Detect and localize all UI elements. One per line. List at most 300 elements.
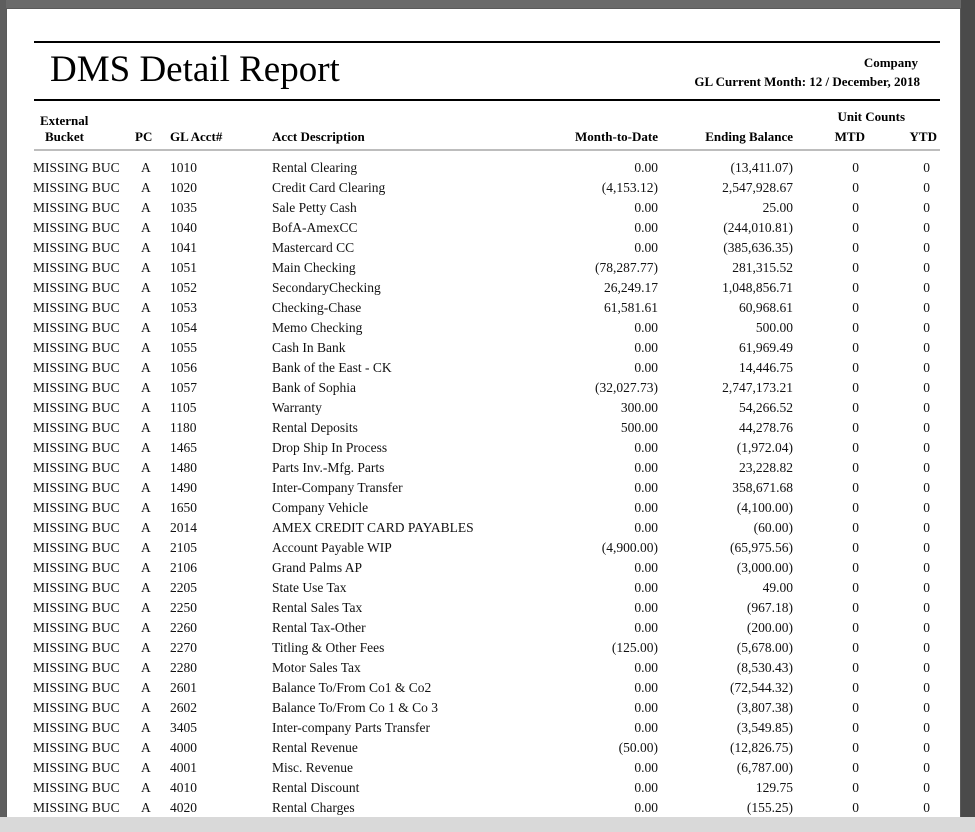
cell-gl-acct: 2260 bbox=[170, 620, 197, 635]
cell-month-to-date: (125.00) bbox=[611, 640, 658, 655]
cell-ending-balance: 61,969.49 bbox=[739, 340, 793, 355]
viewer-frame-right bbox=[961, 0, 975, 832]
cell-unit-mtd: 0 bbox=[852, 600, 859, 615]
cell-bucket: MISSING BUC bbox=[33, 580, 120, 595]
cell-ending-balance: (4,100.00) bbox=[736, 500, 793, 515]
cell-acct-description: Rental Deposits bbox=[272, 420, 358, 435]
cell-gl-acct: 4010 bbox=[170, 780, 197, 795]
col-header-pc: PC bbox=[135, 129, 153, 144]
cell-month-to-date: (32,027.73) bbox=[595, 380, 658, 395]
cell-acct-description: Misc. Revenue bbox=[272, 760, 353, 775]
cell-unit-ytd: 0 bbox=[923, 200, 930, 215]
cell-month-to-date: 0.00 bbox=[634, 560, 658, 575]
table-row bbox=[7, 178, 960, 198]
cell-unit-mtd: 0 bbox=[852, 660, 859, 675]
cell-bucket: MISSING BUC bbox=[33, 520, 120, 535]
cell-ending-balance: 2,747,173.21 bbox=[722, 380, 793, 395]
cell-unit-mtd: 0 bbox=[852, 160, 859, 175]
table-row bbox=[7, 338, 960, 358]
cell-gl-acct: 4001 bbox=[170, 760, 197, 775]
cell-bucket: MISSING BUC bbox=[33, 360, 120, 375]
table-row bbox=[7, 778, 960, 798]
cell-unit-ytd: 0 bbox=[923, 580, 930, 595]
table-row bbox=[7, 298, 960, 318]
cell-unit-mtd: 0 bbox=[852, 220, 859, 235]
cell-unit-ytd: 0 bbox=[923, 680, 930, 695]
cell-ending-balance: (244,010.81) bbox=[723, 220, 793, 235]
cell-acct-description: Account Payable WIP bbox=[272, 540, 392, 555]
cell-gl-acct: 2105 bbox=[170, 540, 197, 555]
cell-unit-mtd: 0 bbox=[852, 240, 859, 255]
cell-ending-balance: (1,972.04) bbox=[736, 440, 793, 455]
cell-unit-ytd: 0 bbox=[923, 400, 930, 415]
cell-ending-balance: 44,278.76 bbox=[739, 420, 793, 435]
table-row bbox=[7, 438, 960, 458]
cell-month-to-date: 0.00 bbox=[634, 600, 658, 615]
cell-bucket: MISSING BUC bbox=[33, 740, 120, 755]
col-header-ending-balance: Ending Balance bbox=[705, 129, 793, 144]
cell-ending-balance: (967.18) bbox=[746, 600, 793, 615]
cell-ending-balance: (60.00) bbox=[753, 520, 793, 535]
cell-month-to-date: 0.00 bbox=[634, 160, 658, 175]
cell-month-to-date: 300.00 bbox=[620, 400, 658, 415]
cell-gl-acct: 1040 bbox=[170, 220, 197, 235]
viewer-frame-left bbox=[0, 0, 6, 832]
cell-pc: A bbox=[141, 500, 151, 515]
cell-month-to-date: 0.00 bbox=[634, 480, 658, 495]
cell-gl-acct: 1035 bbox=[170, 200, 197, 215]
cell-pc: A bbox=[141, 360, 151, 375]
cell-unit-ytd: 0 bbox=[923, 360, 930, 375]
cell-gl-acct: 4000 bbox=[170, 740, 197, 755]
cell-month-to-date: 0.00 bbox=[634, 680, 658, 695]
cell-acct-description: Rental Discount bbox=[272, 780, 360, 795]
cell-gl-acct: 2014 bbox=[170, 520, 197, 535]
cell-unit-mtd: 0 bbox=[852, 280, 859, 295]
cell-ending-balance: (385,636.35) bbox=[723, 240, 793, 255]
cell-acct-description: Rental Tax-Other bbox=[272, 620, 366, 635]
cell-acct-description: BofA-AmexCC bbox=[272, 220, 358, 235]
cell-bucket: MISSING BUC bbox=[33, 700, 120, 715]
cell-month-to-date: 0.00 bbox=[634, 800, 658, 815]
cell-month-to-date: 0.00 bbox=[634, 340, 658, 355]
cell-pc: A bbox=[141, 620, 151, 635]
cell-unit-mtd: 0 bbox=[852, 760, 859, 775]
cell-unit-ytd: 0 bbox=[923, 740, 930, 755]
cell-bucket: MISSING BUC bbox=[33, 800, 120, 815]
cell-acct-description: SecondaryChecking bbox=[272, 280, 381, 295]
cell-acct-description: Balance To/From Co1 & Co2 bbox=[272, 680, 432, 695]
viewer-status-strip bbox=[0, 817, 975, 832]
cell-acct-description: Titling & Other Fees bbox=[272, 640, 385, 655]
cell-pc: A bbox=[141, 680, 151, 695]
cell-month-to-date: 0.00 bbox=[634, 780, 658, 795]
cell-pc: A bbox=[141, 520, 151, 535]
cell-gl-acct: 2601 bbox=[170, 680, 197, 695]
cell-unit-ytd: 0 bbox=[923, 280, 930, 295]
cell-pc: A bbox=[141, 540, 151, 555]
cell-ending-balance: 281,315.52 bbox=[732, 260, 793, 275]
cell-acct-description: Warranty bbox=[272, 400, 322, 415]
col-header-external: External bbox=[40, 113, 89, 128]
cell-unit-mtd: 0 bbox=[852, 580, 859, 595]
cell-gl-acct: 1056 bbox=[170, 360, 197, 375]
cell-pc: A bbox=[141, 280, 151, 295]
cell-acct-description: Grand Palms AP bbox=[272, 560, 363, 575]
cell-acct-description: Motor Sales Tax bbox=[272, 660, 361, 675]
cell-unit-ytd: 0 bbox=[923, 500, 930, 515]
cell-unit-ytd: 0 bbox=[923, 240, 930, 255]
cell-unit-mtd: 0 bbox=[852, 500, 859, 515]
cell-ending-balance: (3,807.38) bbox=[736, 700, 793, 715]
cell-ending-balance: 60,968.61 bbox=[739, 300, 793, 315]
cell-ending-balance: (65,975.56) bbox=[730, 540, 793, 555]
cell-unit-ytd: 0 bbox=[923, 520, 930, 535]
report-rows bbox=[7, 158, 960, 817]
cell-bucket: MISSING BUC bbox=[33, 680, 120, 695]
cell-gl-acct: 1010 bbox=[170, 160, 197, 175]
cell-gl-acct: 1020 bbox=[170, 180, 197, 195]
cell-bucket: MISSING BUC bbox=[33, 160, 120, 175]
cell-unit-mtd: 0 bbox=[852, 540, 859, 555]
cell-bucket: MISSING BUC bbox=[33, 300, 120, 315]
cell-pc: A bbox=[141, 460, 151, 475]
cell-unit-mtd: 0 bbox=[852, 260, 859, 275]
cell-unit-ytd: 0 bbox=[923, 560, 930, 575]
cell-gl-acct: 3405 bbox=[170, 720, 197, 735]
cell-gl-acct: 2205 bbox=[170, 580, 197, 595]
cell-ending-balance: 358,671.68 bbox=[732, 480, 793, 495]
cell-ending-balance: (72,544.32) bbox=[730, 680, 793, 695]
cell-unit-ytd: 0 bbox=[923, 460, 930, 475]
cell-bucket: MISSING BUC bbox=[33, 400, 120, 415]
cell-unit-mtd: 0 bbox=[852, 640, 859, 655]
cell-unit-mtd: 0 bbox=[852, 700, 859, 715]
cell-ending-balance: (3,549.85) bbox=[736, 720, 793, 735]
cell-unit-ytd: 0 bbox=[923, 640, 930, 655]
cell-unit-mtd: 0 bbox=[852, 680, 859, 695]
table-row bbox=[7, 478, 960, 498]
cell-unit-ytd: 0 bbox=[923, 700, 930, 715]
cell-bucket: MISSING BUC bbox=[33, 420, 120, 435]
cell-unit-ytd: 0 bbox=[923, 160, 930, 175]
cell-month-to-date: 61,581.61 bbox=[604, 300, 658, 315]
cell-gl-acct: 2106 bbox=[170, 560, 197, 575]
table-row bbox=[7, 678, 960, 698]
cell-bucket: MISSING BUC bbox=[33, 320, 120, 335]
cell-unit-mtd: 0 bbox=[852, 560, 859, 575]
cell-ending-balance: 23,228.82 bbox=[739, 460, 793, 475]
cell-bucket: MISSING BUC bbox=[33, 440, 120, 455]
cell-acct-description: Parts Inv.-Mfg. Parts bbox=[272, 460, 385, 475]
cell-gl-acct: 1053 bbox=[170, 300, 197, 315]
cell-unit-mtd: 0 bbox=[852, 340, 859, 355]
table-row bbox=[7, 318, 960, 338]
cell-ending-balance: (8,530.43) bbox=[736, 660, 793, 675]
cell-unit-mtd: 0 bbox=[852, 180, 859, 195]
cell-month-to-date: 0.00 bbox=[634, 240, 658, 255]
cell-bucket: MISSING BUC bbox=[33, 260, 120, 275]
cell-acct-description: Balance To/From Co 1 & Co 3 bbox=[272, 700, 439, 715]
cell-acct-description: Inter-Company Transfer bbox=[272, 480, 403, 495]
cell-pc: A bbox=[141, 260, 151, 275]
cell-bucket: MISSING BUC bbox=[33, 280, 120, 295]
cell-pc: A bbox=[141, 780, 151, 795]
cell-month-to-date: 500.00 bbox=[620, 420, 658, 435]
cell-month-to-date: 0.00 bbox=[634, 700, 658, 715]
cell-unit-mtd: 0 bbox=[852, 520, 859, 535]
col-header-unit-counts: Unit Counts bbox=[837, 109, 905, 124]
cell-gl-acct: 1052 bbox=[170, 280, 197, 295]
cell-acct-description: State Use Tax bbox=[272, 580, 347, 595]
cell-pc: A bbox=[141, 640, 151, 655]
table-row bbox=[7, 658, 960, 678]
col-header-unit-ytd: YTD bbox=[909, 129, 937, 144]
table-row bbox=[7, 158, 960, 178]
cell-bucket: MISSING BUC bbox=[33, 540, 120, 555]
col-header-bucket: Bucket bbox=[45, 129, 84, 144]
cell-ending-balance: (3,000.00) bbox=[736, 560, 793, 575]
table-row bbox=[7, 598, 960, 618]
cell-pc: A bbox=[141, 300, 151, 315]
cell-bucket: MISSING BUC bbox=[33, 760, 120, 775]
cell-gl-acct: 1480 bbox=[170, 460, 197, 475]
cell-month-to-date: 0.00 bbox=[634, 620, 658, 635]
cell-bucket: MISSING BUC bbox=[33, 560, 120, 575]
cell-gl-acct: 2280 bbox=[170, 660, 197, 675]
cell-unit-ytd: 0 bbox=[923, 220, 930, 235]
cell-unit-ytd: 0 bbox=[923, 600, 930, 615]
cell-unit-ytd: 0 bbox=[923, 660, 930, 675]
cell-gl-acct: 4020 bbox=[170, 800, 197, 815]
cell-pc: A bbox=[141, 480, 151, 495]
cell-unit-mtd: 0 bbox=[852, 360, 859, 375]
cell-unit-mtd: 0 bbox=[852, 620, 859, 635]
viewer-frame-top bbox=[0, 0, 975, 8]
cell-ending-balance: 129.75 bbox=[755, 780, 793, 795]
cell-bucket: MISSING BUC bbox=[33, 600, 120, 615]
cell-gl-acct: 1054 bbox=[170, 320, 197, 335]
cell-gl-acct: 1650 bbox=[170, 500, 197, 515]
cell-unit-mtd: 0 bbox=[852, 320, 859, 335]
cell-acct-description: Rental Sales Tax bbox=[272, 600, 363, 615]
cell-pc: A bbox=[141, 760, 151, 775]
cell-pc: A bbox=[141, 380, 151, 395]
cell-bucket: MISSING BUC bbox=[33, 660, 120, 675]
cell-bucket: MISSING BUC bbox=[33, 480, 120, 495]
cell-gl-acct: 1057 bbox=[170, 380, 197, 395]
cell-month-to-date: 0.00 bbox=[634, 220, 658, 235]
cell-unit-ytd: 0 bbox=[923, 620, 930, 635]
cell-month-to-date: 0.00 bbox=[634, 320, 658, 335]
cell-pc: A bbox=[141, 340, 151, 355]
cell-acct-description: Main Checking bbox=[272, 260, 356, 275]
table-row bbox=[7, 578, 960, 598]
cell-month-to-date: 0.00 bbox=[634, 720, 658, 735]
cell-gl-acct: 2602 bbox=[170, 700, 197, 715]
cell-unit-mtd: 0 bbox=[852, 460, 859, 475]
table-row bbox=[7, 758, 960, 778]
column-header-rule bbox=[34, 149, 940, 151]
cell-unit-mtd: 0 bbox=[852, 420, 859, 435]
cell-pc: A bbox=[141, 800, 151, 815]
col-header-month-to-date: Month-to-Date bbox=[574, 129, 658, 144]
cell-acct-description: Rental Clearing bbox=[272, 160, 358, 175]
cell-ending-balance: (13,411.07) bbox=[730, 160, 793, 175]
cell-ending-balance: (6,787.00) bbox=[736, 760, 793, 775]
table-row bbox=[7, 798, 960, 817]
cell-unit-mtd: 0 bbox=[852, 480, 859, 495]
cell-gl-acct: 1490 bbox=[170, 480, 197, 495]
table-row bbox=[7, 738, 960, 758]
cell-unit-mtd: 0 bbox=[852, 440, 859, 455]
cell-acct-description: Rental Revenue bbox=[272, 740, 358, 755]
cell-gl-acct: 1041 bbox=[170, 240, 197, 255]
cell-pc: A bbox=[141, 240, 151, 255]
company-label: Company bbox=[863, 55, 918, 70]
cell-pc: A bbox=[141, 160, 151, 175]
table-row bbox=[7, 398, 960, 418]
cell-unit-ytd: 0 bbox=[923, 720, 930, 735]
cell-pc: A bbox=[141, 700, 151, 715]
cell-pc: A bbox=[141, 660, 151, 675]
cell-ending-balance: (12,826.75) bbox=[730, 740, 793, 755]
cell-bucket: MISSING BUC bbox=[33, 720, 120, 735]
cell-unit-ytd: 0 bbox=[923, 480, 930, 495]
cell-unit-ytd: 0 bbox=[923, 440, 930, 455]
header-rule-bottom bbox=[34, 99, 940, 101]
cell-acct-description: AMEX CREDIT CARD PAYABLES bbox=[272, 520, 474, 535]
cell-unit-mtd: 0 bbox=[852, 380, 859, 395]
cell-bucket: MISSING BUC bbox=[33, 640, 120, 655]
table-row bbox=[7, 358, 960, 378]
cell-unit-mtd: 0 bbox=[852, 800, 859, 815]
table-row bbox=[7, 458, 960, 478]
cell-ending-balance: 14,446.75 bbox=[739, 360, 793, 375]
cell-pc: A bbox=[141, 320, 151, 335]
table-row bbox=[7, 538, 960, 558]
table-row bbox=[7, 718, 960, 738]
cell-bucket: MISSING BUC bbox=[33, 460, 120, 475]
cell-month-to-date: 0.00 bbox=[634, 520, 658, 535]
cell-ending-balance: (5,678.00) bbox=[736, 640, 793, 655]
cell-acct-description: Inter-company Parts Transfer bbox=[272, 720, 430, 735]
report-page bbox=[7, 9, 960, 817]
cell-acct-description: Sale Petty Cash bbox=[272, 200, 357, 215]
cell-unit-ytd: 0 bbox=[923, 180, 930, 195]
cell-acct-description: Checking-Chase bbox=[272, 300, 362, 315]
table-row bbox=[7, 378, 960, 398]
report-title: DMS Detail Report bbox=[50, 49, 340, 90]
table-row bbox=[7, 198, 960, 218]
table-row bbox=[7, 218, 960, 238]
cell-pc: A bbox=[141, 740, 151, 755]
cell-acct-description: Rental Charges bbox=[272, 800, 355, 815]
cell-ending-balance: 25.00 bbox=[762, 200, 793, 215]
cell-month-to-date: 26,249.17 bbox=[604, 280, 658, 295]
cell-bucket: MISSING BUC bbox=[33, 240, 120, 255]
cell-acct-description: Company Vehicle bbox=[272, 500, 369, 515]
cell-unit-ytd: 0 bbox=[923, 760, 930, 775]
cell-unit-mtd: 0 bbox=[852, 400, 859, 415]
cell-ending-balance: 2,547,928.67 bbox=[722, 180, 793, 195]
cell-ending-balance: 54,266.52 bbox=[739, 400, 793, 415]
cell-bucket: MISSING BUC bbox=[33, 180, 120, 195]
table-row bbox=[7, 558, 960, 578]
cell-gl-acct: 1465 bbox=[170, 440, 197, 455]
cell-acct-description: Credit Card Clearing bbox=[272, 180, 386, 195]
cell-ending-balance: (155.25) bbox=[746, 800, 793, 815]
cell-unit-ytd: 0 bbox=[923, 340, 930, 355]
cell-acct-description: Cash In Bank bbox=[272, 340, 346, 355]
cell-month-to-date: (4,900.00) bbox=[601, 540, 658, 555]
cell-gl-acct: 1105 bbox=[170, 400, 197, 415]
cell-ending-balance: 1,048,856.71 bbox=[722, 280, 793, 295]
cell-bucket: MISSING BUC bbox=[33, 780, 120, 795]
gl-current-month: GL Current Month: 12 / December, 2018 bbox=[694, 74, 920, 89]
cell-unit-ytd: 0 bbox=[923, 260, 930, 275]
cell-gl-acct: 2250 bbox=[170, 600, 197, 615]
table-row bbox=[7, 418, 960, 438]
cell-pc: A bbox=[141, 200, 151, 215]
cell-ending-balance: 49.00 bbox=[762, 580, 793, 595]
cell-month-to-date: 0.00 bbox=[634, 500, 658, 515]
cell-unit-ytd: 0 bbox=[923, 780, 930, 795]
cell-acct-description: Memo Checking bbox=[272, 320, 363, 335]
col-header-unit-mtd: MTD bbox=[834, 129, 865, 144]
cell-ending-balance: (200.00) bbox=[746, 620, 793, 635]
table-row bbox=[7, 278, 960, 298]
cell-bucket: MISSING BUC bbox=[33, 500, 120, 515]
cell-pc: A bbox=[141, 180, 151, 195]
cell-month-to-date: (78,287.77) bbox=[595, 260, 658, 275]
table-row bbox=[7, 638, 960, 658]
cell-month-to-date: 0.00 bbox=[634, 440, 658, 455]
cell-month-to-date: 0.00 bbox=[634, 360, 658, 375]
cell-pc: A bbox=[141, 420, 151, 435]
cell-gl-acct: 2270 bbox=[170, 640, 197, 655]
cell-unit-mtd: 0 bbox=[852, 740, 859, 755]
cell-bucket: MISSING BUC bbox=[33, 340, 120, 355]
cell-unit-ytd: 0 bbox=[923, 300, 930, 315]
cell-gl-acct: 1180 bbox=[170, 420, 197, 435]
cell-unit-ytd: 0 bbox=[923, 420, 930, 435]
cell-ending-balance: 500.00 bbox=[755, 320, 793, 335]
cell-unit-ytd: 0 bbox=[923, 800, 930, 815]
cell-month-to-date: 0.00 bbox=[634, 200, 658, 215]
cell-acct-description: Bank of Sophia bbox=[272, 380, 356, 395]
header-rule-top bbox=[34, 41, 940, 43]
table-row bbox=[7, 258, 960, 278]
cell-unit-ytd: 0 bbox=[923, 380, 930, 395]
cell-pc: A bbox=[141, 220, 151, 235]
cell-unit-mtd: 0 bbox=[852, 780, 859, 795]
cell-unit-mtd: 0 bbox=[852, 720, 859, 735]
table-row bbox=[7, 698, 960, 718]
cell-gl-acct: 1055 bbox=[170, 340, 197, 355]
cell-pc: A bbox=[141, 560, 151, 575]
cell-gl-acct: 1051 bbox=[170, 260, 197, 275]
cell-acct-description: Bank of the East - CK bbox=[272, 360, 392, 375]
col-header-gl-acct: GL Acct# bbox=[170, 129, 223, 144]
cell-bucket: MISSING BUC bbox=[33, 620, 120, 635]
table-row bbox=[7, 498, 960, 518]
cell-month-to-date: (4,153.12) bbox=[601, 180, 658, 195]
cell-bucket: MISSING BUC bbox=[33, 200, 120, 215]
cell-unit-mtd: 0 bbox=[852, 200, 859, 215]
cell-acct-description: Mastercard CC bbox=[272, 240, 355, 255]
cell-month-to-date: 0.00 bbox=[634, 760, 658, 775]
